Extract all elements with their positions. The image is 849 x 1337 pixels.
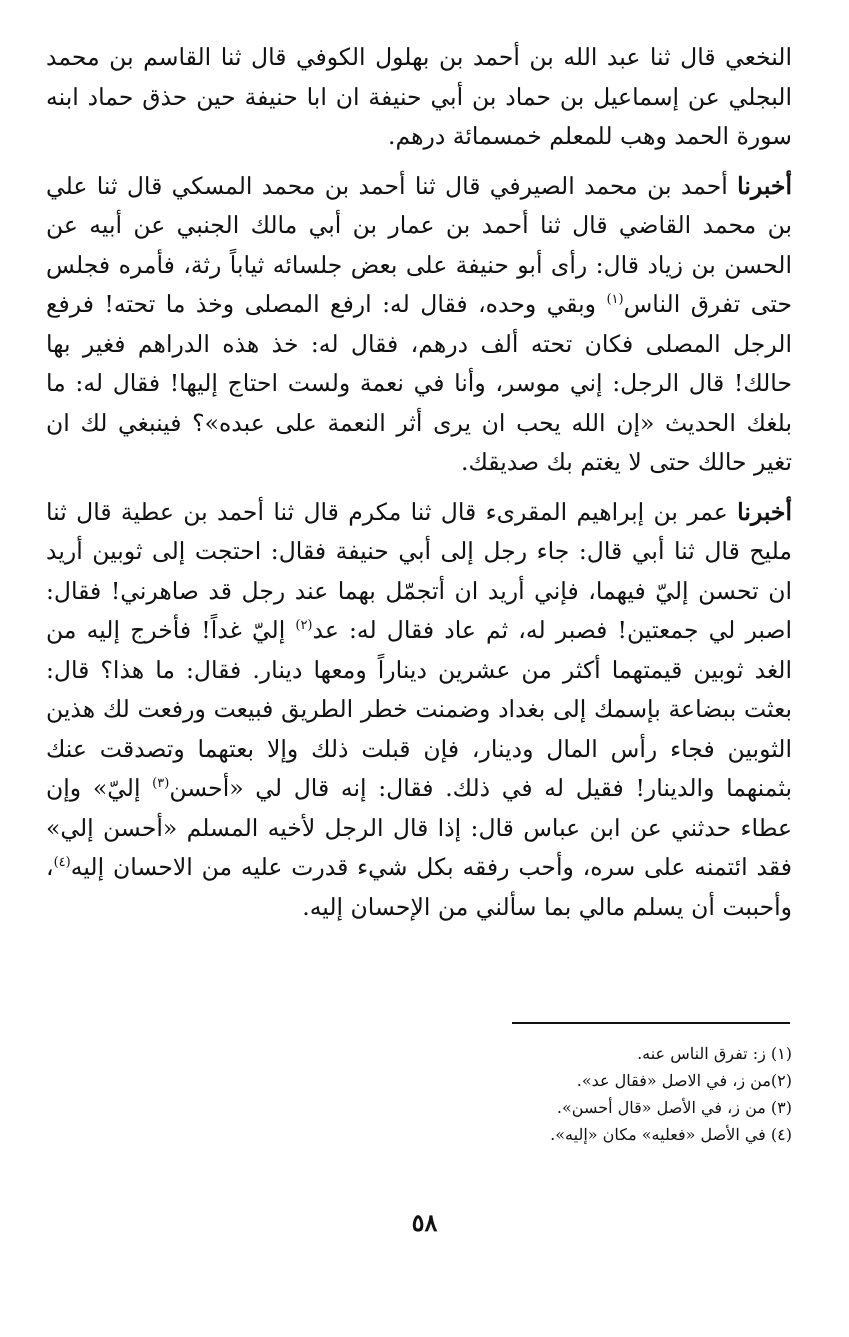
footnote-ref-2: (٢) xyxy=(295,618,313,634)
paragraph-lead-word: أخبرنا xyxy=(737,497,792,526)
footnote-ref-4: (٤) xyxy=(53,855,71,871)
paragraph-3 xyxy=(46,493,792,928)
footnote-2: (٢)من ز، في الاصل «فقال عد». xyxy=(576,1071,792,1090)
paragraph-1 xyxy=(46,38,792,157)
paragraph-2 xyxy=(46,167,792,483)
paragraph-text: أحمد بن محمد الصيرفي قال ثنا أحمد بن محمد المسكي قال ثنا علي بن محمد القاضي قال ثنا أحمد بن عمار بن أبي مالك الجنبي عن أبيه عن الحسن بن زياد قال: رأى أبو حنيفة على بعض جلسائه ثياباً رثة، فأمره فجلس حتى تفرق الناس xyxy=(46,171,792,318)
paragraph-lead-word: أخبرنا xyxy=(737,171,792,200)
paragraph-text: وبقي وحده، فقال له: ارفع المصلى وخذ ما تحته! فرفع الرجل المصلى فكان تحته ألف درهم، فقال له: خذ هذه الدراهم فغير بها حالك! قال الرجل: إني موسر، وأنا في نعمة ولست احتاج إليها! فقال له: ما بلغك الحديث «إن الله يحب ان يرى أثر النعمة على عبده»؟ فينبغي لك ان تغير حالك حتى لا يغتم بك صديقك. xyxy=(46,290,792,476)
page-number: ٥٨ xyxy=(411,1208,438,1237)
paragraph-text: إليّ غداً! فأخرج إليه من الغد ثوبين قيمتهما أكثر من عشرين ديناراً ومعها دينار. فقال: ما هذا؟ قال: بعثت ببضاعة بإسمك إلى بغداد وضمنت خطر الطريق فبيعت ورفعت لك هذين الثوبين فجاء رأس المال ودينار، فإن قبلت ذلك وإلا بعتهما وتصدقت عنك بثمنهما والدينار! فقيل له في ذلك. فقال: إنه قال لي «أحسن xyxy=(46,616,792,802)
footnote-separator xyxy=(512,1022,790,1024)
paragraph-text: ، وأحببت أن يسلم مالي بما سألني من الإحسان إليه. xyxy=(46,853,792,921)
paragraph-text: النخعي قال ثنا عبد الله بن أحمد بن بهلول الكوفي قال ثنا القاسم بن محمد البجلي عن إسماعيل بن حماد بن أبي حنيفة ان ابا حنيفة حين حذق حماد ابنه سورة الحمد وهب للمعلم خمسمائة درهم. xyxy=(46,43,792,150)
footnote-4: (٤) في الأصل «فعليه» مكان «إليه». xyxy=(550,1125,792,1144)
paragraph-text: إليّ» وإن عطاء حدثني عن ابن عباس قال: إذا قال الرجل لأخيه المسلم «أحسن إلي» فقد ائتمنه على سره، وأحب رفقه بكل شيء قدرت عليه من الاحسان إليه xyxy=(46,774,792,881)
main-text xyxy=(46,38,792,937)
paragraph-text: عمر بن إبراهيم المقرىء قال ثنا مكرم قال ثنا أحمد بن عطية قال ثنا مليح قال ثنا أبي قال: جاء رجل إلى أبي حنيفة فقال: احتجت إلى ثوبين أريد ان تحسن إليّ فيهما، فإني أريد ان أتجمّل بهما عند رجل قد صاهرني! فقال: اصبر لي جمعتين! فصبر له، ثم عاد فقال له: عد xyxy=(46,497,792,644)
footnote-1: (١) ز: تفرق الناس عنه. xyxy=(637,1044,792,1063)
footnotes xyxy=(400,1040,792,1148)
footnote-3: (٣) من ز، في الأصل «قال أحسن». xyxy=(556,1098,792,1117)
footnote-ref-1: (١) xyxy=(606,292,624,308)
footnote-ref-3: (٣) xyxy=(152,776,170,792)
